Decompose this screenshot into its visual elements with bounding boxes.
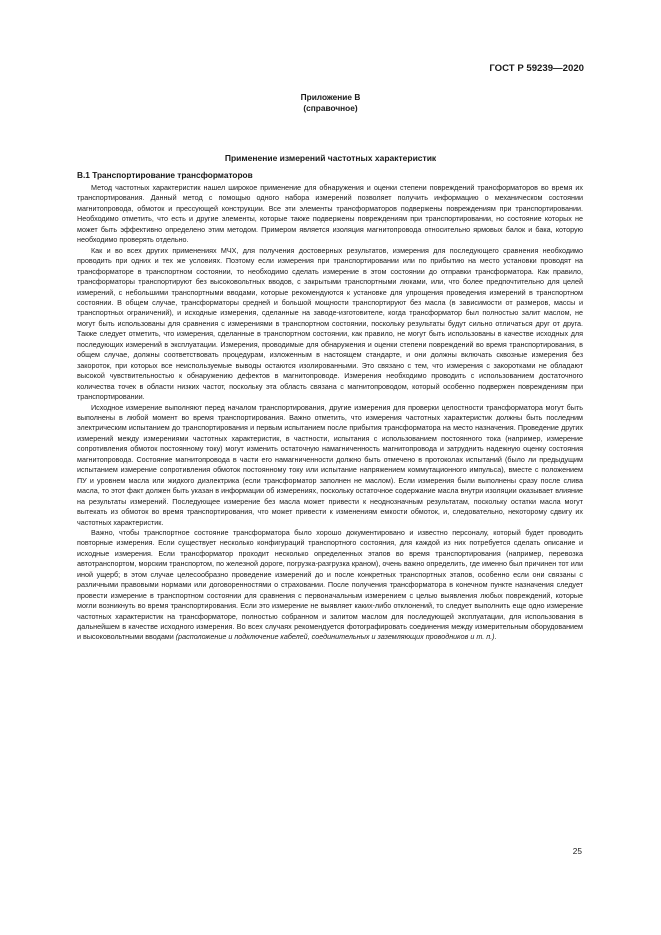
document-title: Применение измерений частотных характеристик [224, 153, 437, 163]
standard-code: ГОСТ Р 59239—2020 [489, 63, 584, 74]
appendix-heading [0, 92, 661, 114]
page-number: 25 [572, 846, 582, 856]
section-title: В.1 Транспортирование трансформаторов [77, 170, 253, 180]
paragraph-last [77, 528, 583, 643]
body-text [77, 183, 583, 643]
paragraph: Метод частотных характеристик нашел широкое применение для обнаружения и оценки степени повреждений трансформаторов во время их транспортирования. Данный метод с помощью одного набора измерений позволяет получить информацию о механическом состоянии магнитопровода, обмоток и прессующей конструкции. Все эти элементы трансформаторов подвержены повреждениям при транспортировании. Необходимо отметить, что есть и другие элементы, которые также подвержены повреждениям при транспортировании, но состояние которых не может быть эффективно определено этим методом. Примером является изоляция магнитопровода относительно ярмовых балок и бака, которую необходимо проверять отдельно. [77, 183, 583, 245]
appendix-subtitle: (справочное) [303, 103, 358, 113]
paragraph: Исходное измерение выполняют перед началом транспортирования, другие измерения для проверки целостности трансформатора могут быть выполнены в любой момент во время транспортирования. Важно отметить, что измерения частотных характеристик должны быть последним электрическим испытанием до транспортирования и первым испытанием после прибытия трансформатора на место назначения. Проведение других измерений между измерениями частотных характеристик, в частности, испытания с использованием постоянного тока (например, измерение сопротивления обмоток постоянному току) могут изменить остаточную намагниченность магнитопровода и затруднить надежную оценку состояния магнитопровода. Состояние магнитопровода в части его намагниченности должно быть отмечено в протоколах испытаний (было ли предыдущим испытанием измерение сопротивления обмоток постоянному току или испытание напряжением коммутационного импульса), вместе с положением ПУ и уровнем масла или жидкого диэлектрика (если трансформатор заполнен не маслом). Если измерения были выполнены сразу после слива масла, то этот факт должен быть указан в информации об измерениях, поскольку остаточное содержание масла внутри изоляции оказывает влияние на результаты измерений. Последующее измерение без масла может привести к неоднозначным результатам, поскольку остатки масла могут вытекать из обмоток во время транспортирования, что может привести к изменениям емкости обмоток, и, следовательно, некоторому сдвигу их частотных характеристик. [77, 402, 583, 527]
paragraph: Как и во всех других применениях МЧХ, для получения достоверных результатов, измерения для последующего сравнения необходимо проводить при одних и тех же условиях. Поэтому если измерения при транспортировании или по прибытию на место установки проводят на трансформаторе в транспортном состоянии, то необходимо сделать измерение в этом состоянии до отправки трансформатора. Как правило, трансформаторы транспортируют без высоковольтных вводов, с закрытыми транспортными люками, или, что более предпочтительно для целей измерений, с небольшими транспортными вводами, которые рекомендуются к установке для упрощения проведения измерений в транспортном состоянии. В общем случае, трансформаторы средней и большой мощности транспортируют без масла (в зависимости от размеров, массы и транспортных ограничений), и исходные измерения, сделанные на заводе-изготовителе, когда трансформатор был полностью залит маслом, не могут быть использованы для сравнения с измерениями в транспортном состоянии, поскольку результаты будут сильно отличаться друг от друга. Также следует отметить, что измерения, сделанные в транспортном состоянии, как правило, не могут быть использованы в качестве исходных для последующих измерений в эксплуатации. Измерения, проводимые для обнаружения и оценки степени повреждений во время транспортирования, в общем случае, должны соответствовать процедурам, изложенным в настоящем стандарте, и они должны включать сквозные измерения без закороток, при которых все неиспользуемые выводы остаются изолированными. Это связано с тем, что измерения с закоротками не обладают высокой чувствительностью к обнаружению дефектов в магнитопроводе. Измерения необходимо проводить с использованием достаточного количества точек в области низких частот, поскольку эта область связана с магнитопроводом, который особенно подвержен повреждениям при транспортировании. [77, 245, 583, 402]
paragraph-end: . [494, 632, 497, 642]
paragraph-italic: (расположение и подключение кабелей, соединительных и заземляющих проводников и т. п.) [175, 632, 495, 642]
appendix-title: Приложение В [300, 92, 361, 102]
paragraph-text: Важно, чтобы транспортное состояние трансформатора было хорошо документировано и известно персоналу, который будет проводить повторные измерения. Если существует несколько конфигураций транспортного состояния, для каждой из них потребуется сделать описание и исходные измерения. Если трансформатор проходит несколько определенных этапов во время транспортирования (например, перевозка автотранспортом, морским транспортом, по железной дороге, погрузка-разгрузка краном), очень важно определить, где именно был причинен тот или иной ущерб; в этом случае целесообразно проведение измерений до и после конкретных транспортных этапов, особенно если они связаны с различными правовыми нормами или договоренностями о страховании. После получения трансформатора в конечном пункте назначения следует провести измерение в транспортном состоянии для сравнения с первоначальным измерением с целью выявления любых повреждений, которые могли возникнуть во время транспортирования. Если это измерение не выявляет каких-либо отклонений, то следует выполнить еще одно измерение частотных характеристик на трансформаторе, полностью собранном и залитом маслом для последующей эксплуатации, для использования в дальнейшем в качестве исходного измерения. Во всех случаях рекомендуется фотографировать соединения между измерительным оборудованием и высоковольтными вводами [77, 527, 583, 642]
